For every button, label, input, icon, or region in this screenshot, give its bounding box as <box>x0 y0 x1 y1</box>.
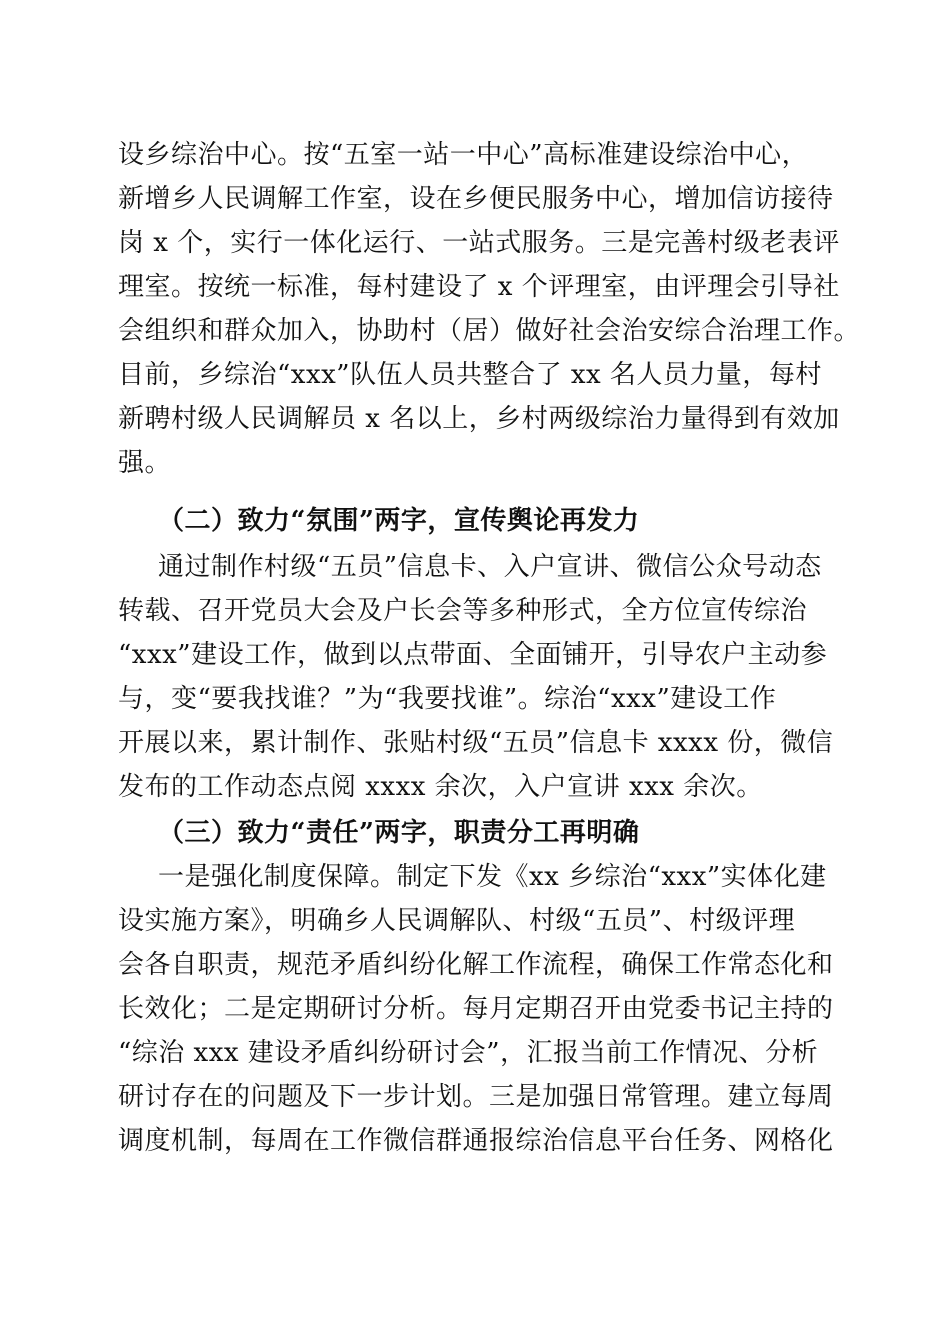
body-text-line: 理室。按统一标准，每村建设了 x 个评理室，由评理会引导社 <box>118 272 840 302</box>
section-heading: （二）致力“氛围”两字，宣传舆论再发力 <box>158 506 640 536</box>
section-heading: （三）致力“责任”两字，职责分工再明确 <box>158 818 640 848</box>
body-text-line: 岗 x 个，实行一体化运行、一站式服务。三是完善村级老表评 <box>118 228 840 258</box>
body-text-line: 开展以来，累计制作、张贴村级“五员”信息卡 xxxx 份，微信 <box>118 728 834 758</box>
body-text-line: 目前，乡综治“xxx”队伍人员共整合了 xx 名人员力量，每村 <box>118 360 822 390</box>
body-text-line: 调度机制，每周在工作微信群通报综治信息平台任务、网格化 <box>118 1126 834 1156</box>
body-text-line: 与，变“要我找谁？”为“我要找谁”。综治“xxx”建设工作 <box>118 684 777 714</box>
body-text-line: 新聘村级人民调解员 x 名以上，乡村两级综治力量得到有效加 <box>118 404 840 434</box>
body-text-line: 发布的工作动态点阅 xxxx 余次，入户宣讲 xxx 余次。 <box>118 772 763 802</box>
body-text-line: 一是强化制度保障。制定下发《xx 乡综治“xxx”实体化建 <box>158 862 827 892</box>
body-text-line: 会各自职责，规范矛盾纠纷化解工作流程，确保工作常态化和 <box>118 950 834 980</box>
body-text-line: 设乡综治中心。按“五室一站一中心”高标准建设综治中心， <box>118 140 809 170</box>
body-text-line: 研讨存在的问题及下一步计划。三是加强日常管理。建立每周 <box>118 1082 834 1112</box>
body-text-line: 强。 <box>118 448 172 478</box>
body-text-line: 设实施方案》，明确乡人民调解队、村级“五员”、村级评理 <box>118 906 796 936</box>
body-text-line: 会组织和群众加入，协助村（居）做好社会治安综合治理工作。 <box>118 316 861 346</box>
body-text-line: 通过制作村级“五员”信息卡、入户宣讲、微信公众号动态 <box>158 552 822 582</box>
body-text-line: “综治 xxx 建设矛盾纠纷研讨会”，汇报当前工作情况、分析 <box>118 1038 819 1068</box>
body-text-line: 转载、召开党员大会及户长会等多种形式，全方位宣传综治 <box>118 596 808 626</box>
body-text-line: “xxx”建设工作，做到以点带面、全面铺开，引导农户主动参 <box>118 640 828 670</box>
body-text-line: 新增乡人民调解工作室，设在乡便民服务中心，增加信访接待 <box>118 184 834 214</box>
body-text-line: 长效化；二是定期研讨分析。每月定期召开由党委书记主持的 <box>118 994 834 1024</box>
